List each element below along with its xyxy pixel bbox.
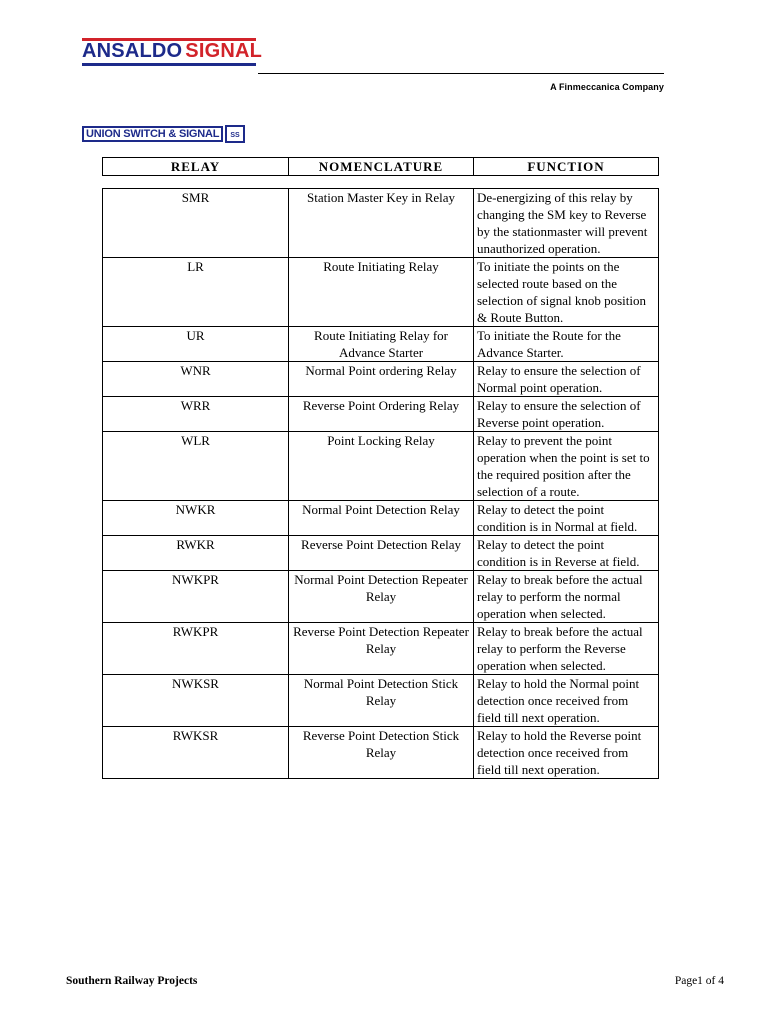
cell-relay: NWKSR xyxy=(103,675,289,727)
header-nomenclature: NOMENCLATURE xyxy=(289,158,474,176)
union-switch-signal-logo xyxy=(82,126,245,142)
cell-relay: SMR xyxy=(103,189,289,258)
cell-nomenclature: Reverse Point Detection Stick Relay xyxy=(289,727,474,779)
cell-function: Relay to break before the actual relay to perform the normal operation when selected. xyxy=(474,571,659,623)
cell-relay: RWKPR xyxy=(103,623,289,675)
relay-table xyxy=(102,188,659,779)
cell-nomenclature: Normal Point ordering Relay xyxy=(289,362,474,397)
footer-project-name: Southern Railway Projects xyxy=(66,975,198,987)
cell-nomenclature: Station Master Key in Relay xyxy=(289,189,474,258)
cell-nomenclature: Reverse Point Detection Repeater Relay xyxy=(289,623,474,675)
cell-nomenclature: Reverse Point Ordering Relay xyxy=(289,397,474,432)
ansaldo-signal-logo xyxy=(82,40,262,62)
cell-function: Relay to detect the point condition is in Reverse at field. xyxy=(474,536,659,571)
cell-function: Relay to ensure the selection of Reverse point operation. xyxy=(474,397,659,432)
cell-function: Relay to hold the Reverse point detection once received from field till next operation. xyxy=(474,727,659,779)
cell-relay: NWKPR xyxy=(103,571,289,623)
logo-blue-bar xyxy=(82,63,256,66)
cell-nomenclature: Route Initiating Relay for Advance Starter xyxy=(289,327,474,362)
cell-relay: RWKSR xyxy=(103,727,289,779)
cell-function: Relay to ensure the selection of Normal point operation. xyxy=(474,362,659,397)
cell-relay: UR xyxy=(103,327,289,362)
table-row xyxy=(103,362,659,397)
cell-nomenclature: Point Locking Relay xyxy=(289,432,474,501)
cell-function: Relay to hold the Normal point detection once received from field till next operation. xyxy=(474,675,659,727)
cell-function: Relay to prevent the point operation when the point is set to the required position after the selection of a route. xyxy=(474,432,659,501)
table-row xyxy=(103,189,659,258)
table-row xyxy=(103,675,659,727)
cell-relay: NWKR xyxy=(103,501,289,536)
cell-function: To initiate the Route for the Advance Starter. xyxy=(474,327,659,362)
header-relay: RELAY xyxy=(103,158,289,176)
cell-nomenclature: Normal Point Detection Repeater Relay xyxy=(289,571,474,623)
cell-relay: LR xyxy=(103,258,289,327)
cell-function: Relay to detect the point condition is in Normal at field. xyxy=(474,501,659,536)
company-tagline: A Finmeccanica Company xyxy=(550,82,664,92)
cell-function: To initiate the points on the selected route based on the selection of signal knob position & Route Button. xyxy=(474,258,659,327)
table-row xyxy=(103,727,659,779)
cell-nomenclature: Reverse Point Detection Relay xyxy=(289,536,474,571)
logo-word-ansaldo: ANSALDO xyxy=(82,40,183,62)
footer-page-number: Page1 of 4 xyxy=(674,975,724,987)
cell-nomenclature: Normal Point Detection Relay xyxy=(289,501,474,536)
table-row xyxy=(103,571,659,623)
table-row xyxy=(103,327,659,362)
table-row xyxy=(103,536,659,571)
header-rule xyxy=(258,73,664,74)
svg-text:SS: SS xyxy=(230,132,240,139)
header-function: FUNCTION xyxy=(474,158,659,176)
cell-relay: WRR xyxy=(103,397,289,432)
page-header xyxy=(0,0,768,150)
table-row xyxy=(103,258,659,327)
cell-relay: WNR xyxy=(103,362,289,397)
table-row xyxy=(103,501,659,536)
cell-nomenclature: Normal Point Detection Stick Relay xyxy=(289,675,474,727)
uss-badge-icon xyxy=(225,125,245,143)
uss-logo-text: UNION SWITCH & SIGNAL xyxy=(82,126,223,142)
table-row xyxy=(103,623,659,675)
cell-function: De-energizing of this relay by changing the SM key to Reverse by the stationmaster will prevent unauthorized operation. xyxy=(474,189,659,258)
table-row xyxy=(103,432,659,501)
cell-relay: WLR xyxy=(103,432,289,501)
relay-table-header xyxy=(102,157,659,176)
table-row xyxy=(103,397,659,432)
logo-word-signal: SIGNAL xyxy=(185,40,263,62)
cell-nomenclature: Route Initiating Relay xyxy=(289,258,474,327)
cell-relay: RWKR xyxy=(103,536,289,571)
cell-function: Relay to break before the actual relay to perform the Reverse operation when selected. xyxy=(474,623,659,675)
